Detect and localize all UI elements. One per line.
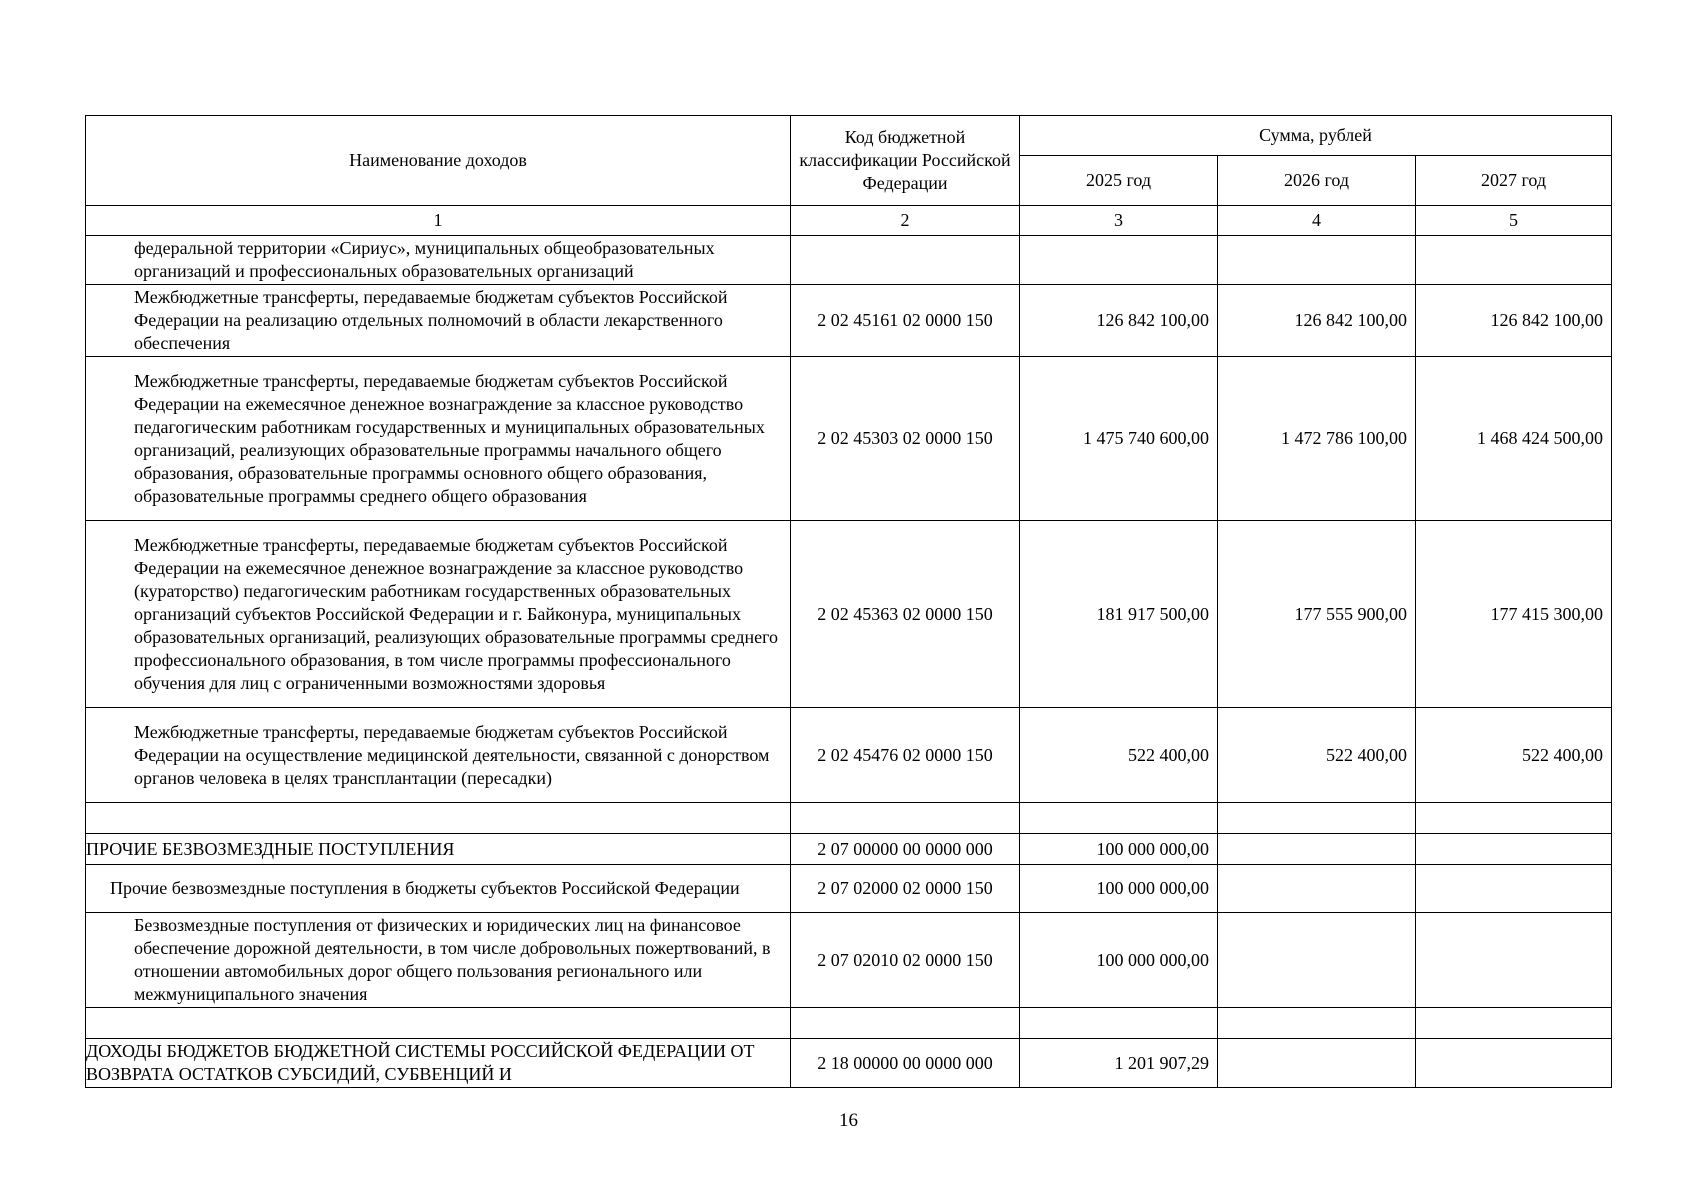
budget-code [791, 236, 1020, 285]
amount-2025: 100 000 000,00 [1020, 865, 1218, 913]
amount-2026 [1218, 913, 1416, 1008]
page-number: 16 [839, 1110, 858, 1131]
amount-2026 [1218, 236, 1416, 285]
amount-2027: 177 415 300,00 [1416, 521, 1612, 708]
header-year-2027: 2027 год [1416, 156, 1612, 206]
table-row [86, 913, 1612, 1008]
header-year-2026: 2026 год [1218, 156, 1416, 206]
amount-2025: 181 917 500,00 [1020, 521, 1218, 708]
amount-2025 [1020, 1008, 1218, 1039]
amount-2027 [1416, 865, 1612, 913]
budget-code: 2 02 45303 02 0000 150 [791, 357, 1020, 521]
table-row [86, 357, 1612, 521]
amount-2026: 126 842 100,00 [1218, 285, 1416, 357]
budget-code: 2 07 00000 00 0000 000 [791, 834, 1020, 865]
column-number-3: 3 [1020, 206, 1218, 236]
amount-2025 [1020, 803, 1218, 834]
budget-code: 2 07 02010 02 0000 150 [791, 913, 1020, 1008]
amount-2025 [1020, 236, 1218, 285]
amount-2025: 126 842 100,00 [1020, 285, 1218, 357]
table-row [86, 521, 1612, 708]
income-name: ПРОЧИЕ БЕЗВОЗМЕЗДНЫЕ ПОСТУПЛЕНИЯ [86, 834, 791, 865]
budget-code: 2 02 45161 02 0000 150 [791, 285, 1020, 357]
income-name: ДОХОДЫ БЮДЖЕТОВ БЮДЖЕТНОЙ СИСТЕМЫ РОССИЙСКОЙ ФЕДЕРАЦИИ ОТ ВОЗВРАТА ОСТАТКОВ СУБСИДИЙ, СУБВЕНЦИЙ И [86, 1039, 791, 1088]
income-name: Межбюджетные трансферты, передаваемые бюджетам субъектов Российской Федерации на ежемесячное денежное вознаграждение за классное руководство педагогическим работникам государственных и муниципальных образовательных организаций, реализующих образовательные программы начального общего образования, образовательные программы основного общего образования, образовательные программы среднего общего образования [86, 357, 791, 521]
budget-code [791, 1008, 1020, 1039]
revenue-table [85, 115, 1612, 1088]
column-number-4: 4 [1218, 206, 1416, 236]
amount-2026 [1218, 865, 1416, 913]
table-row [86, 1008, 1612, 1039]
amount-2027 [1416, 913, 1612, 1008]
amount-2025: 100 000 000,00 [1020, 913, 1218, 1008]
column-number-1: 1 [86, 206, 791, 236]
amount-2026 [1218, 834, 1416, 865]
amount-2025: 1 201 907,29 [1020, 1039, 1218, 1088]
amount-2027: 126 842 100,00 [1416, 285, 1612, 357]
amount-2026: 1 472 786 100,00 [1218, 357, 1416, 521]
income-name [86, 803, 791, 834]
table-row [86, 865, 1612, 913]
amount-2025: 522 400,00 [1020, 708, 1218, 803]
amount-2027 [1416, 803, 1612, 834]
header-year-2025: 2025 год [1020, 156, 1218, 206]
amount-2027 [1416, 236, 1612, 285]
budget-code: 2 07 02000 02 0000 150 [791, 865, 1020, 913]
budget-code: 2 02 45476 02 0000 150 [791, 708, 1020, 803]
amount-2027 [1416, 1008, 1612, 1039]
amount-2027 [1416, 834, 1612, 865]
table-row [86, 803, 1612, 834]
header-income-name: Наименование доходов [86, 116, 791, 206]
amount-2026 [1218, 803, 1416, 834]
income-name: федеральной территории «Сириус», муниципальных общеобразовательных организаций и профессиональных образовательных организаций [86, 236, 791, 285]
amount-2026: 522 400,00 [1218, 708, 1416, 803]
budget-code: 2 18 00000 00 0000 000 [791, 1039, 1020, 1088]
header-budget-code: Код бюджетной классификации Российской Федерации [791, 116, 1020, 206]
table-row [86, 708, 1612, 803]
income-name: Межбюджетные трансферты, передаваемые бюджетам субъектов Российской Федерации на ежемесячное денежное вознаграждение за классное руководство (кураторство) педагогическим работникам государственных образовательных организаций субъектов Российской Федерации и г. Байконура, муниципальных образовательных организаций, реализующих образовательные программы среднего профессионального образования, в том числе программы профессионального обучения для лиц с ограниченными возможностями здоровья [86, 521, 791, 708]
column-number-2: 2 [791, 206, 1020, 236]
budget-code [791, 803, 1020, 834]
amount-2027: 1 468 424 500,00 [1416, 357, 1612, 521]
header-sum: Сумма, рублей [1020, 116, 1612, 156]
income-name: Межбюджетные трансферты, передаваемые бюджетам субъектов Российской Федерации на осуществление медицинской деятельности, связанной с донорством органов человека в целях трансплантации (пересадки) [86, 708, 791, 803]
amount-2026 [1218, 1039, 1416, 1088]
amount-2026: 177 555 900,00 [1218, 521, 1416, 708]
column-number-5: 5 [1416, 206, 1612, 236]
income-name: Прочие безвозмездные поступления в бюджеты субъектов Российской Федерации [86, 865, 791, 913]
amount-2025: 100 000 000,00 [1020, 834, 1218, 865]
table-row [86, 834, 1612, 865]
budget-code: 2 02 45363 02 0000 150 [791, 521, 1020, 708]
income-name: Безвозмездные поступления от физических и юридических лиц на финансовое обеспечение дорожной деятельности, в том числе добровольных пожертвований, в отношении автомобильных дорог общего пользования регионального или межмуниципального значения [86, 913, 791, 1008]
income-name [86, 1008, 791, 1039]
income-name: Межбюджетные трансферты, передаваемые бюджетам субъектов Российской Федерации на реализацию отдельных полномочий в области лекарственного обеспечения [86, 285, 791, 357]
amount-2027 [1416, 1039, 1612, 1088]
table-row [86, 1039, 1612, 1088]
amount-2025: 1 475 740 600,00 [1020, 357, 1218, 521]
table-row [86, 236, 1612, 285]
amount-2027: 522 400,00 [1416, 708, 1612, 803]
amount-2026 [1218, 1008, 1416, 1039]
table-row [86, 285, 1612, 357]
